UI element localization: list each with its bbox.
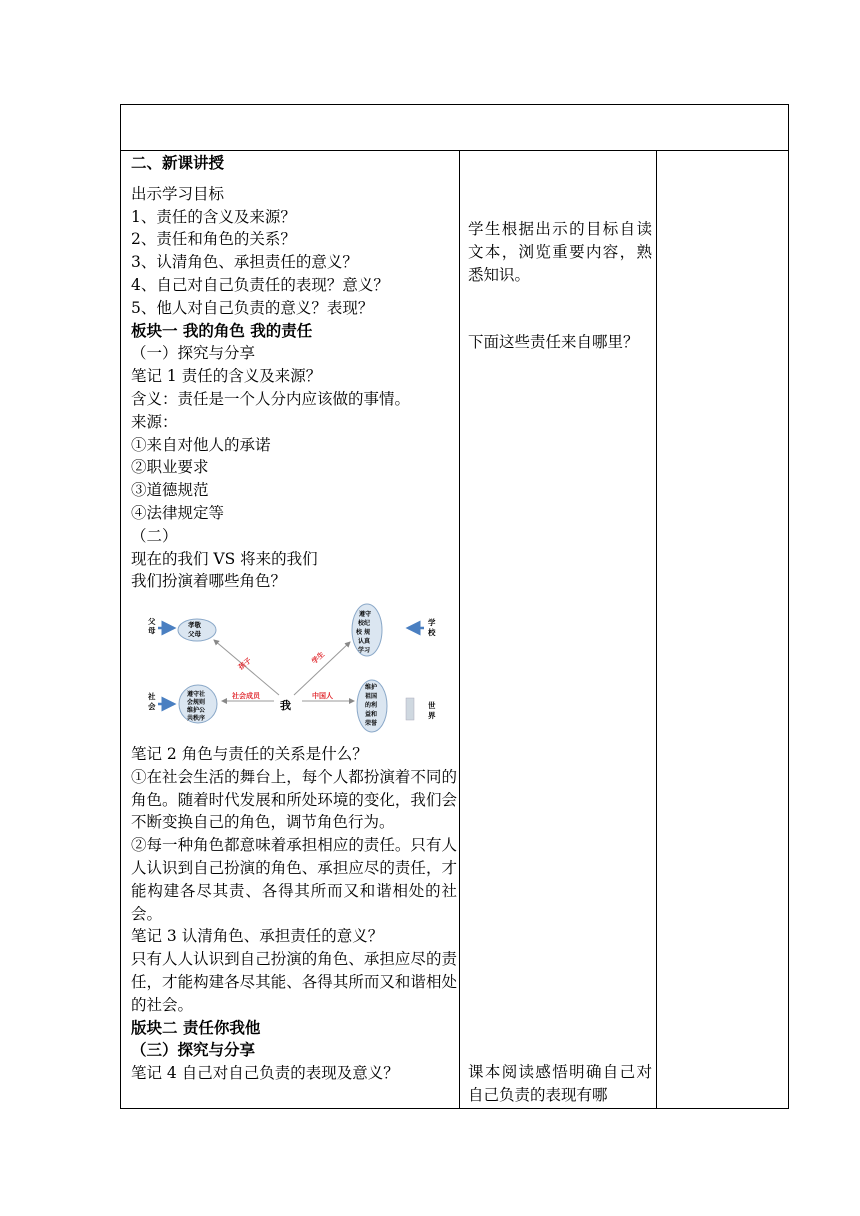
svg-text:校纪: 校纪 — [358, 620, 371, 627]
svg-text:遵守社: 遵守社 — [187, 691, 206, 698]
world-label: 世 — [428, 701, 436, 710]
section-title: 二、新课讲授 — [131, 153, 225, 172]
svg-text:会规则: 会规则 — [187, 699, 206, 706]
svg-text:孝敬: 孝敬 — [188, 621, 201, 629]
note2-paragraph-2: ②每一种角色都意味着承担相应的责任。只有人人认识到自己扮演的角色、承担应尽的责任，才能构建各尽其责、各得其所而又和谐相处的社会。 — [131, 836, 457, 923]
table-left-border — [120, 104, 121, 1109]
svg-text:荣誉: 荣誉 — [365, 720, 378, 727]
spoke-school — [294, 642, 350, 695]
goal-item: 2、责任和角色的关系？ — [131, 230, 296, 249]
source-item: ②职业要求 — [131, 458, 209, 477]
goal-heading: 出示学习目标 — [131, 184, 225, 203]
svg-text:学习: 学习 — [358, 647, 371, 654]
source-item: ③道德规范 — [131, 481, 209, 500]
table-right-border — [788, 104, 789, 1109]
svg-text:父母: 父母 — [188, 630, 201, 638]
table-bottom-border — [120, 1108, 789, 1109]
source-item: ①来自对他人的承诺 — [131, 435, 271, 454]
column-divider-1 — [459, 150, 460, 1109]
globe-icon — [406, 698, 414, 720]
roles-question: 我们扮演着哪些角色？ — [131, 572, 287, 591]
svg-text:益和: 益和 — [365, 711, 378, 718]
role-label-child: 孩子 — [237, 656, 253, 672]
student-activity-2: 下面这些责任来自哪里？ — [468, 333, 639, 351]
student-activity-1: 学生根据出示的目标自读文本，浏览重要内容，熟悉知识。 — [468, 220, 652, 284]
note1-title: 笔记 1 责任的含义及来源？ — [131, 367, 322, 386]
svg-text:祖国: 祖国 — [365, 693, 378, 700]
teaching-content-lower — [131, 743, 457, 1085]
note2-title: 笔记 2 角色与责任的关系是什么？ — [131, 745, 368, 763]
role-label-chinese: 中国人 — [312, 692, 333, 700]
block2-title: 版块二 责任你我他 — [131, 1017, 261, 1037]
society-label: 社 — [148, 692, 156, 701]
note4-title: 笔记 4 自己对自己负责的表现及意义？ — [131, 1064, 399, 1083]
teaching-content-column — [131, 152, 457, 593]
block1-title: 板块一 我的角色 我的责任 — [131, 320, 313, 340]
note2-paragraph-1: ①在社会生活的舞台上，每个人都扮演着不同的角色。随着时代发展和所处环境的变化，我们会不断变换自己的角色，调节角色行为。 — [131, 767, 457, 832]
note3-paragraph: 只有人人认识到自己扮演的角色、承担应尽的责任，才能构建各尽其能、各得其所而又和谐相处的社会。 — [131, 950, 457, 1014]
column-divider-2 — [656, 150, 657, 1109]
goal-item: 3、认清角色、承担责任的意义？ — [131, 253, 358, 272]
svg-text:界: 界 — [428, 711, 436, 720]
part3-title: （三）探究与分享 — [131, 1040, 256, 1060]
svg-text:维护: 维护 — [365, 684, 378, 691]
part1-title: （一）探究与分享 — [131, 344, 256, 363]
svg-text:认真: 认真 — [358, 638, 371, 645]
parent-label: 父 — [148, 617, 156, 626]
part2-title: （二） — [131, 526, 178, 545]
comparison-text: 现在的我们 VS 将来的我们 — [131, 549, 318, 568]
header-row-divider — [120, 150, 789, 151]
goal-item: 4、自己对自己负责任的表现？意义？ — [131, 275, 389, 294]
svg-text:维护公: 维护公 — [187, 707, 206, 714]
svg-text:母: 母 — [148, 626, 156, 635]
table-top-border — [120, 104, 789, 105]
role-label-member: 社会成员 — [232, 692, 260, 700]
school-label: 学 — [428, 618, 436, 627]
svg-text:共秩序: 共秩序 — [187, 715, 206, 722]
roles-diagram — [134, 598, 454, 738]
definition-text: 含义：责任是一个人分内应该做的事情。 — [131, 389, 411, 408]
student-activity-3: 课本阅读感悟明确自己对自己负责的表现有哪 — [468, 1063, 652, 1104]
goal-item: 1、责任的含义及来源？ — [131, 207, 296, 226]
svg-text:会: 会 — [148, 702, 156, 711]
role-label-student: 学生 — [310, 650, 327, 666]
svg-text:校: 校 — [428, 628, 436, 637]
center-label: 我 — [280, 699, 291, 712]
svg-text:校 规: 校 规 — [356, 629, 371, 636]
source-item: ④法律规定等 — [131, 503, 225, 522]
svg-text:的利: 的利 — [365, 702, 378, 709]
note3-title: 笔记 3 认清角色、承担责任的意义？ — [131, 927, 384, 946]
svg-text:遵守: 遵守 — [359, 611, 372, 618]
source-heading: 来源： — [131, 412, 178, 431]
goal-item: 5、他人对自己负责的意义？表现？ — [131, 298, 374, 317]
